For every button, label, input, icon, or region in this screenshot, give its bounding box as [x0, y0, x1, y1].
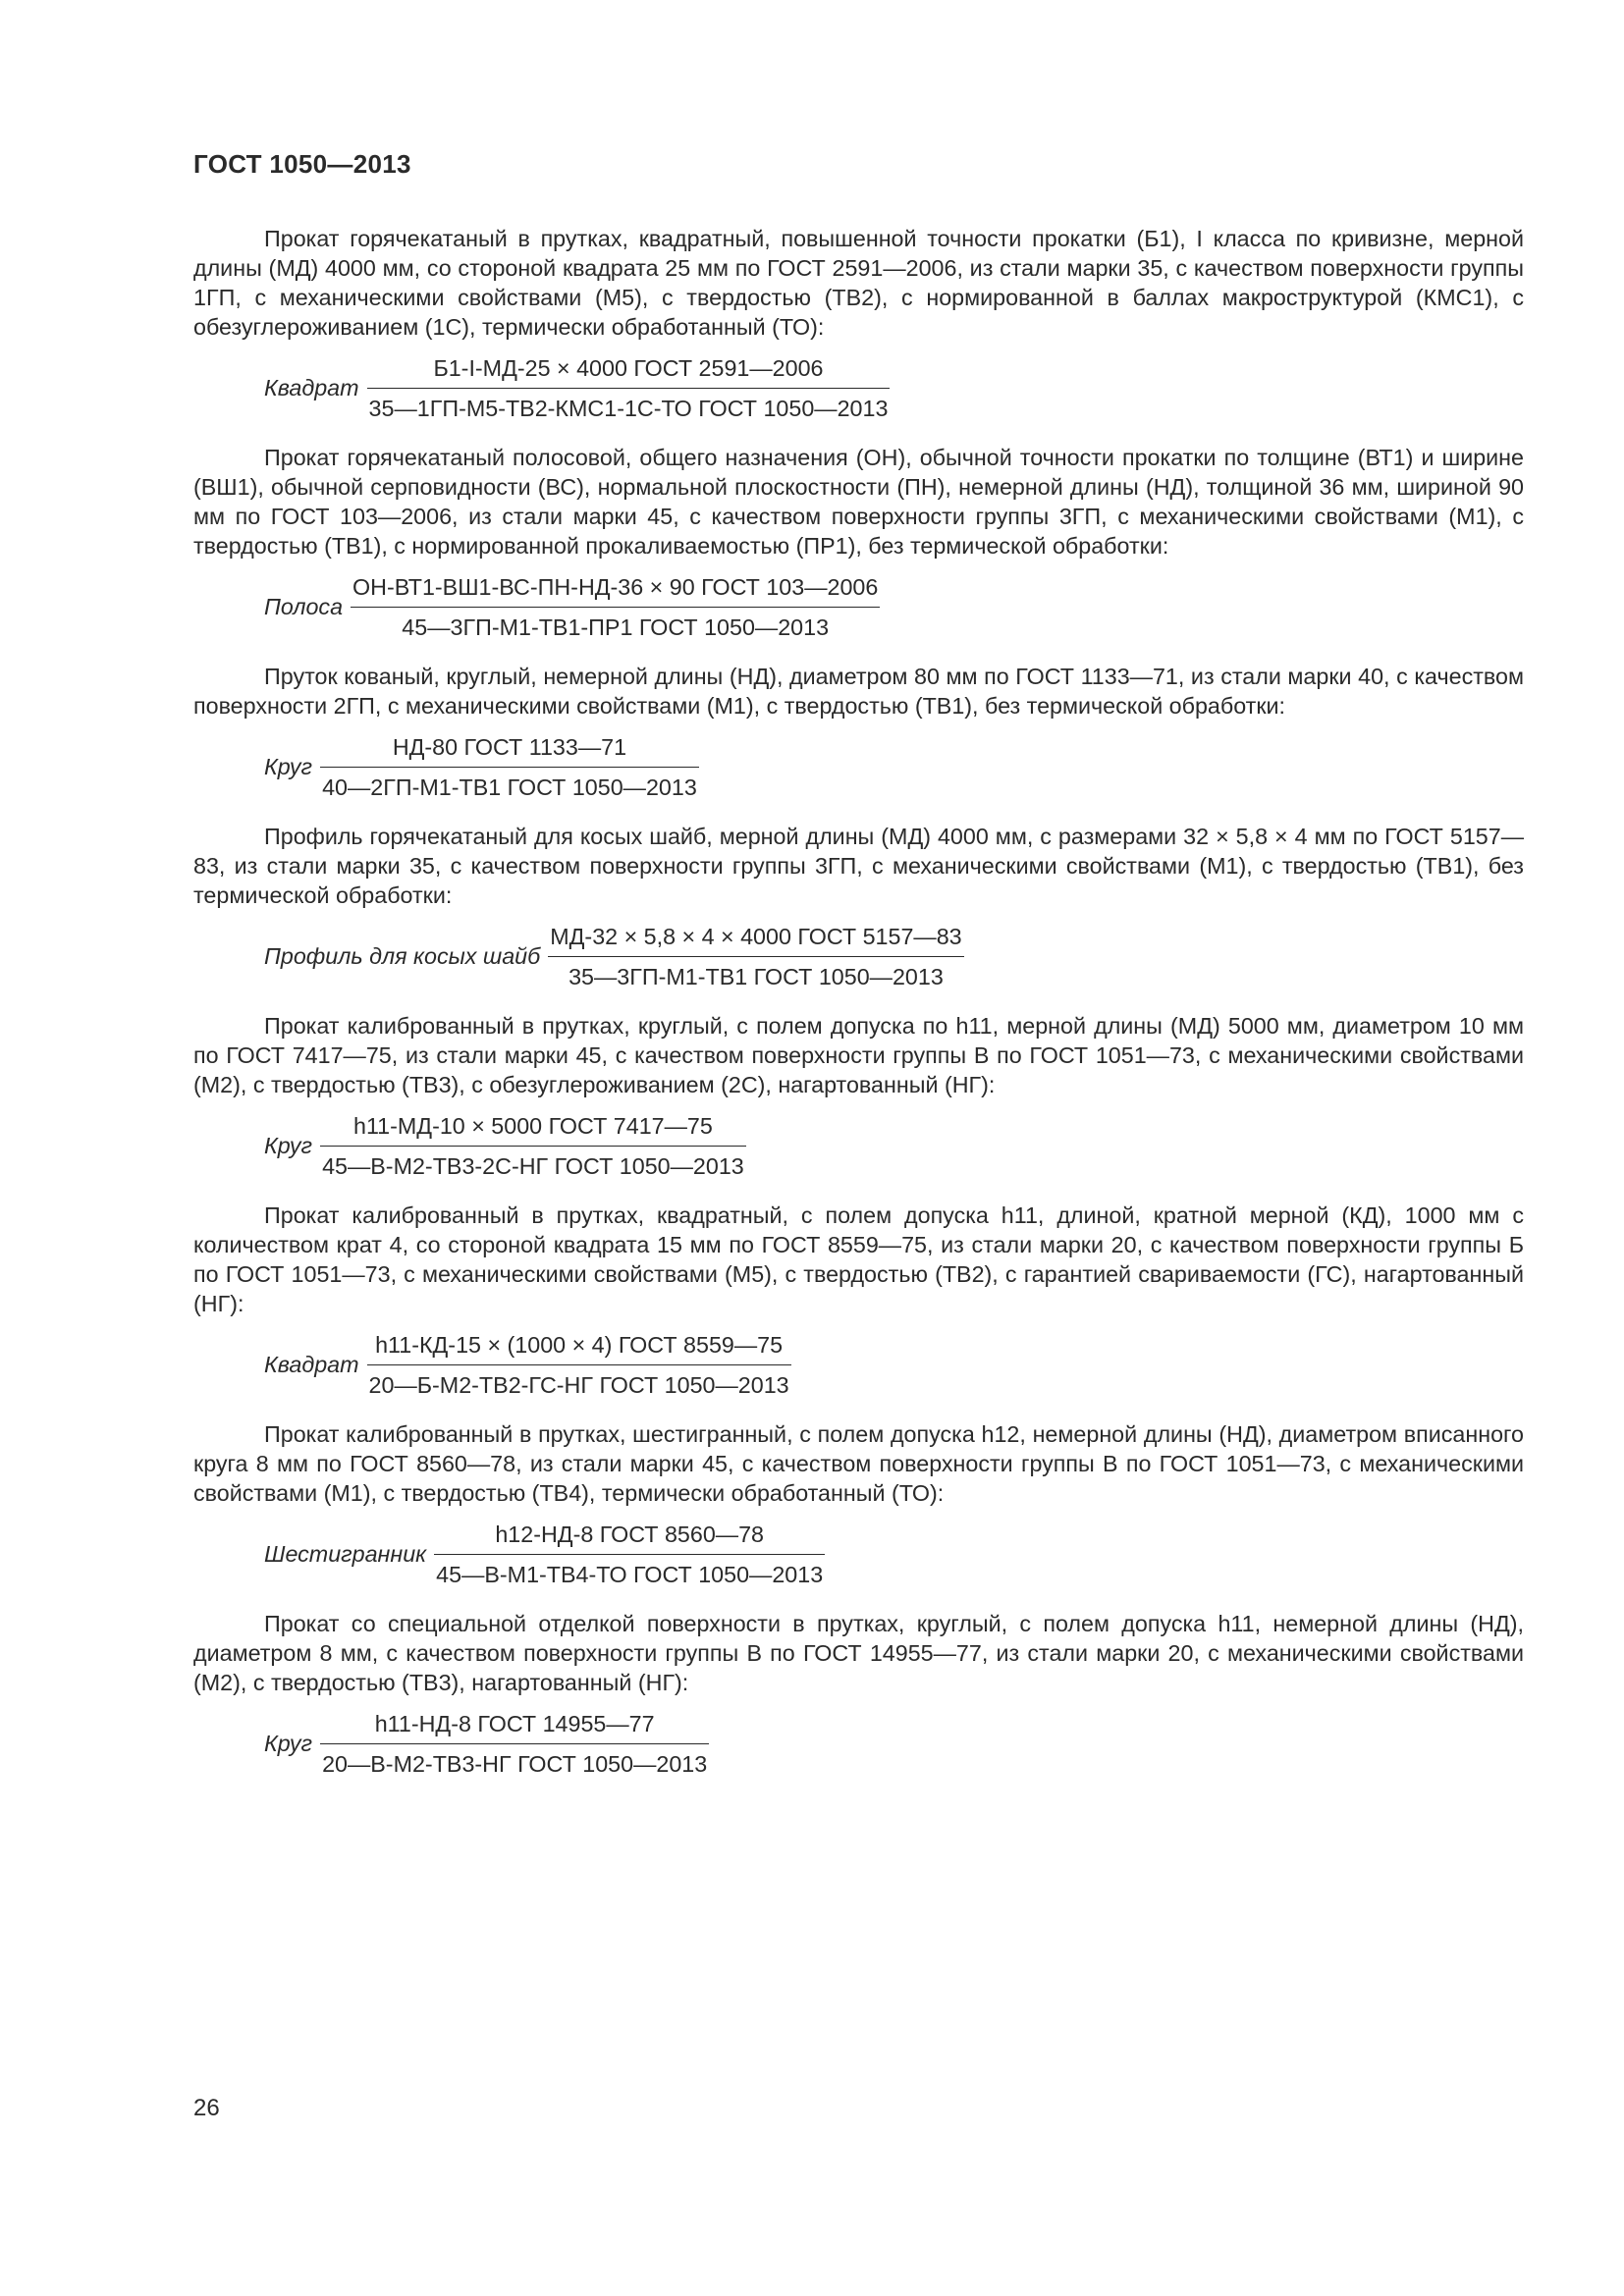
designation-denominator: 35—3ГП-М1-ТВ1 ГОСТ 1050—2013: [568, 964, 944, 989]
designation-numerator: h11-КД-15 × (1000 × 4) ГОСТ 8559—75: [367, 1330, 791, 1365]
designation-denominator: 20—Б-М2-ТВ2-ГС-НГ ГОСТ 1050—2013: [368, 1372, 789, 1398]
designation-example: [193, 572, 1524, 642]
designation-numerator: НД-80 ГОСТ 1133—71: [320, 732, 699, 768]
designation-denominator: 20—В-М2-ТВ3-НГ ГОСТ 1050—2013: [322, 1751, 708, 1777]
page-header-title: ГОСТ 1050—2013: [193, 149, 411, 179]
example-paragraph: Прокат калиброванный в прутках, шестигранный, с полем допуска h12, немерной длины (НД), диаметром вписанного круга 8 мм по ГОСТ 8560—78, из стали марки 45, с качеством поверхности группы В по ГОСТ 1051—73, с механическими свойствами (М1), с твердостью (ТВ4), термически обработанный (ТО):: [193, 1421, 1524, 1506]
designation-label: Круг: [264, 1133, 313, 1158]
designation-label: Шестигранник: [264, 1541, 427, 1567]
designation-label: Полоса: [264, 594, 344, 619]
example-paragraph: Прокат калиброванный в прутках, квадратный, с полем допуска h11, длиной, кратной мерной (КД), 1000 мм с количеством крат 4, со стороной квадрата 15 мм по ГОСТ 8559—75, из стали марки 20, с качеством поверхности группы Б по ГОСТ 1051—73, с механическими свойствами (М5), с твердостью (ТВ2), с гарантией свариваемости (ГС), нагартованный (НГ):: [193, 1202, 1524, 1316]
page-number: 26: [193, 2095, 220, 2121]
designation-numerator: ОН-ВТ1-ВШ1-ВС-ПН-НД-36 × 90 ГОСТ 103—2006: [351, 572, 880, 608]
designation-numerator: Б1-I-МД-25 × 4000 ГОСТ 2591—2006: [367, 353, 891, 389]
designation-example: [193, 1520, 1524, 1589]
designation-fraction: [320, 1709, 709, 1779]
designation-numerator: МД-32 × 5,8 × 4 × 4000 ГОСТ 5157—83: [548, 922, 963, 957]
designation-fraction: [548, 922, 963, 991]
designation-example: [193, 1111, 1524, 1181]
designation-fraction: [367, 353, 891, 423]
designation-label: Квадрат: [264, 1352, 359, 1377]
designation-fraction: [320, 732, 699, 802]
example-paragraph: Профиль горячекатаный для косых шайб, мерной длины (МД) 4000 мм, с размерами 32 × 5,8 × 4 мм по ГОСТ 5157—83, из стали марки 35, с качеством поверхности группы 3ГП, с механическими свойствами (М1), с твердостью (ТВ1), без термической обработки:: [193, 824, 1524, 908]
example-paragraph: Прокат калиброванный в прутках, круглый, с полем допуска по h11, мерной длины (МД) 5000 мм, диаметром 10 мм по ГОСТ 7417—75, из стали марки 45, с качеством поверхности группы В по ГОСТ 1051—73, с механическими свойствами (М2), с твердостью (ТВ3), с обезуглероживанием (2С), нагартованный (НГ):: [193, 1013, 1524, 1097]
example-paragraph: Прокат со специальной отделкой поверхности в прутках, круглый, с полем допуска h11, немерной длины (НД), диаметром 8 мм, с качеством поверхности группы В по ГОСТ 14955—77, из стали марки 20, с механическими свойствами (М2), с твердостью (ТВ3), нагартованный (НГ):: [193, 1611, 1524, 1695]
designation-denominator: 45—3ГП-М1-ТВ1-ПР1 ГОСТ 1050—2013: [402, 614, 830, 640]
designation-example: [193, 1330, 1524, 1400]
designation-label: Круг: [264, 754, 313, 779]
designation-example: [193, 1709, 1524, 1779]
designation-fraction: [320, 1111, 746, 1181]
designation-label: Профиль для косых шайб: [264, 943, 541, 969]
designation-numerator: h12-НД-8 ГОСТ 8560—78: [434, 1520, 825, 1555]
designation-example: [193, 922, 1524, 991]
designation-denominator: 45—В-М2-ТВ3-2С-НГ ГОСТ 1050—2013: [322, 1153, 744, 1179]
designation-fraction: [367, 1330, 791, 1400]
designation-denominator: 45—В-М1-ТВ4-ТО ГОСТ 1050—2013: [436, 1562, 824, 1587]
designation-label: Круг: [264, 1731, 313, 1756]
designation-example: [193, 732, 1524, 802]
designation-label: Квадрат: [264, 375, 359, 400]
example-paragraph: Прокат горячекатаный полосовой, общего назначения (ОН), обычной точности прокатки по толщине (ВТ1) и ширине (ВШ1), обычной серповидности (ВС), нормальной плоскостности (ПН), немерной длины (НД), толщиной 36 мм, шириной 90 мм по ГОСТ 103—2006, из стали марки 45, с качеством поверхности группы 3ГП, с механическими свойствами (М1), с твердостью (ТВ1), с нормированной прокаливаемостью (ПР1), без термической обработки:: [193, 445, 1524, 559]
example-paragraph: Пруток кованый, круглый, немерной длины (НД), диаметром 80 мм по ГОСТ 1133—71, из стали марки 40, с качеством поверхности 2ГП, с механическими свойствами (М1), с твердостью (ТВ1), без термической обработки:: [193, 664, 1524, 719]
designation-fraction: [351, 572, 880, 642]
designation-example: [193, 353, 1524, 423]
document-body: [193, 224, 1524, 1798]
designation-numerator: h11-НД-8 ГОСТ 14955—77: [320, 1709, 709, 1744]
designation-denominator: 35—1ГП-М5-ТВ2-КМС1-1С-ТО ГОСТ 1050—2013: [368, 396, 889, 421]
example-paragraph: Прокат горячекатаный в прутках, квадратный, повышенной точности прокатки (Б1), I класса по кривизне, мерной длины (МД) 4000 мм, со стороной квадрата 25 мм по ГОСТ 2591—2006, из стали марки 35, с качеством поверхности группы 1ГП, с механическими свойствами (М5), с твердостью (ТВ2), с нормированной в баллах макроструктурой (КМС1), с обезуглероживанием (1С), термически обработанный (ТО):: [193, 226, 1524, 340]
designation-fraction: [434, 1520, 825, 1589]
designation-numerator: h11-МД-10 × 5000 ГОСТ 7417—75: [320, 1111, 746, 1147]
designation-denominator: 40—2ГП-М1-ТВ1 ГОСТ 1050—2013: [322, 774, 697, 800]
